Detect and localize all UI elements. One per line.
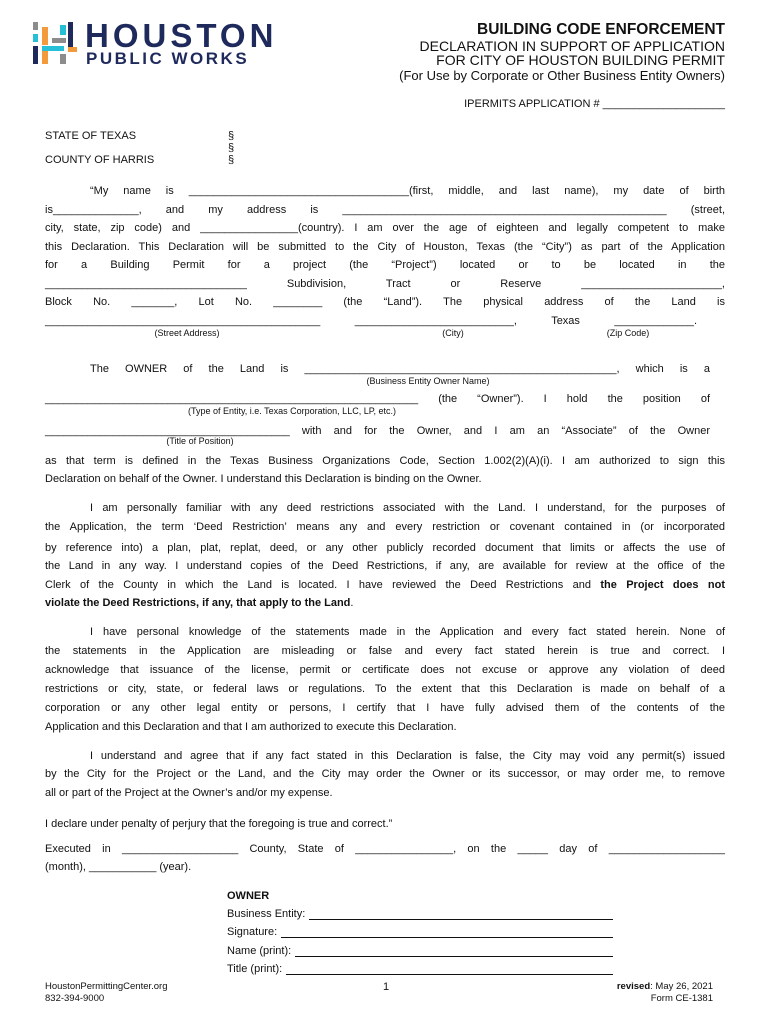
field-label-business-entity-owner-name: (Business Entity Owner Name) xyxy=(366,376,490,386)
body-text-line xyxy=(45,520,725,534)
text-segment: ________________________________________ with and for the Owner, and I am an “Associate” of the Owner xyxy=(45,425,710,437)
state-of-texas: STATE OF TEXAS xyxy=(45,130,137,142)
body-text-line xyxy=(45,277,725,291)
text-segment: Declaration on behalf of the Owner. I understand this Declaration is binding on the Owner. xyxy=(45,473,482,485)
text-segment: _____________________________________________ __________________________, Texas _____________. xyxy=(45,315,697,327)
text-segment: the Land in any way. I understand copies of the Deed Restrictions, if any, are available for review at the office of the xyxy=(45,560,725,572)
text-segment: Block No. _______, Lot No. ________ (the “Land”). The physical address of the Land is xyxy=(45,296,725,308)
text-segment: Application and this Declaration and that I am authorized to execute this Declaration. xyxy=(45,721,457,733)
text-segment: corporation or any other legal entity or persons, I certify that I have fully advised them of the contents of the xyxy=(45,702,725,714)
body-text-line xyxy=(45,221,725,235)
text-segment: the statements in the Application are misleading or false and every fact stated herein is true and correct. I xyxy=(45,645,725,657)
field-label-street-address: (Street Address) xyxy=(154,328,220,338)
revised-date: : May 26, 2021 xyxy=(650,981,713,992)
body-text-line xyxy=(45,314,697,328)
section-mark: § xyxy=(228,142,235,154)
body-text-line xyxy=(90,625,725,639)
body-text-line xyxy=(45,559,725,573)
footer-website: HoustonPermittingCenter.org xyxy=(45,981,168,992)
page-number: 1 xyxy=(383,981,390,993)
field-label: Title (print): xyxy=(227,963,283,975)
body-text-line xyxy=(45,295,725,309)
bold-text: violate the Deed Restrictions, if any, that apply to the Land xyxy=(45,597,351,609)
text-segment: _________________________________ Subdivision, Tract or Reserve _______________________, xyxy=(45,278,725,290)
text-segment: city, state, zip code) and ________________(country). I am over the age of eighteen and legally competent to make xyxy=(45,222,725,234)
signature-field[interactable] xyxy=(227,926,613,938)
title-print-field[interactable] xyxy=(227,963,613,975)
revised-label: revised xyxy=(616,981,651,992)
signature-line[interactable] xyxy=(295,945,613,957)
text-segment: acknowledge that issuance of the license, permit or certificate does not excuse or approve any violation of deed xyxy=(45,664,725,676)
section-mark: § xyxy=(228,154,235,166)
field-label: Name (print): xyxy=(227,945,292,957)
body-text-line xyxy=(45,454,725,468)
body-text-line xyxy=(45,240,725,254)
body-text-line xyxy=(45,786,725,800)
text-segment: (month), ___________ (year). xyxy=(45,861,192,873)
text-segment: I am personally familiar with any deed restrictions associated with the Land. I understand, for the purposes of xyxy=(90,502,725,514)
document-subtitle-note: (For Use by Corporate or Other Business Entity Owners) xyxy=(399,68,725,83)
text-segment: for a Building Permit for a project (the “Project”) located or to be located in the xyxy=(45,259,725,271)
body-text-line xyxy=(90,184,725,198)
text-segment: Executed in ___________________ County, State of ________________, on the _____ day of ___________________ xyxy=(45,843,725,855)
body-text-line xyxy=(45,842,725,856)
body-text-line xyxy=(45,578,725,592)
owner-heading: OWNER xyxy=(227,890,270,902)
text-segment: I declare under penalty of perjury that the foregoing is true and correct.” xyxy=(45,818,393,830)
body-text-line xyxy=(45,472,725,486)
signature-line[interactable] xyxy=(281,926,613,938)
text-segment: . xyxy=(350,597,354,609)
field-label-city: (City) xyxy=(442,328,464,338)
body-text-line xyxy=(90,749,725,763)
text-segment: all or part of the Project at the Owner’s and/or my expense. xyxy=(45,787,333,799)
document-subtitle: DECLARATION IN SUPPORT OF APPLICATION xyxy=(419,38,725,54)
field-label-zip-code: (Zip Code) xyxy=(606,328,650,338)
text-segment: is______________, and my address is _____________________________________________________ (street, xyxy=(45,204,725,216)
body-text-line xyxy=(45,541,725,555)
logo-h-mark-icon xyxy=(33,22,77,66)
field-label: Business Entity: xyxy=(227,908,306,920)
footer-revised xyxy=(617,981,713,993)
text-segment: restrictions or city, state, or federal laws or regulations. To the extent that this Declaration is made on behalf of a xyxy=(45,683,725,695)
body-text-line xyxy=(45,701,725,715)
body-text-line xyxy=(45,203,725,217)
body-text-line xyxy=(45,767,725,781)
body-text-line xyxy=(45,720,725,734)
text-segment: _____________________________________________________________ (the “Owner”). I hold the position of xyxy=(45,393,710,405)
text-segment: by reference into) a plan, plat, replat, deed, or any other publicly recorded document that limits or affects the use of xyxy=(45,542,725,554)
body-text-line xyxy=(45,860,725,874)
body-text-line xyxy=(45,663,725,677)
body-text-line xyxy=(45,424,710,438)
ipermits-application-number: IPERMITS APPLICATION # ____________________ xyxy=(464,98,725,110)
bold-text: the Project does not xyxy=(600,579,725,591)
text-segment: I understand and agree that if any fact stated in this Declaration is false, the City may void any permit(s) issued xyxy=(90,750,725,762)
text-segment: I have personal knowledge of the statements made in the Application and every fact stated herein. None of xyxy=(90,626,725,638)
form-number: Form CE-1381 xyxy=(650,993,713,1004)
signature-line[interactable] xyxy=(309,908,613,920)
text-segment: this Declaration. This Declaration will be submitted to the City of Houston, Texas (the “City”) as part of the Application xyxy=(45,241,725,253)
signature-line[interactable] xyxy=(286,963,613,975)
body-text-line xyxy=(45,644,725,658)
body-text-line xyxy=(90,362,710,376)
field-label-title-of-position: (Title of Position) xyxy=(166,436,234,446)
houston-public-works-logo xyxy=(33,17,293,68)
text-segment: the Application, the term ‘Deed Restriction’ means any and every restriction or covenant contained in (or incorporated xyxy=(45,521,725,533)
text-segment: Clerk of the County in which the Land is located. I have reviewed the Deed Restrictions and xyxy=(45,579,601,591)
text-segment: by the City for the Project or the Land, and the City may order the Owner or its successor, or may order me, to remove xyxy=(45,768,725,780)
section-mark: § xyxy=(228,130,235,142)
field-label-type-of-entity: (Type of Entity, i.e. Texas Corporation, LLC, LP, etc.) xyxy=(187,406,397,416)
text-segment: The OWNER of the Land is ___________________________________________________, which is a xyxy=(90,363,710,375)
text-segment: “My name is ____________________________________(first, middle, and last name), my date of birth xyxy=(90,185,725,197)
body-text-line xyxy=(45,258,725,272)
logo-text-public-works: PUBLIC WORKS xyxy=(86,49,250,68)
body-text-line xyxy=(45,596,725,610)
body-text-line xyxy=(45,682,725,696)
body-text-line xyxy=(45,817,725,831)
logo-text-houston: HOUSTON xyxy=(85,17,278,54)
document-subtitle: FOR CITY OF HOUSTON BUILDING PERMIT xyxy=(436,52,725,68)
text-segment: as that term is defined in the Texas Business Organizations Code, Section 1.002(2)(A)(i). I am authorized to sign this xyxy=(45,455,725,467)
field-label: Signature: xyxy=(227,926,278,938)
body-text-line xyxy=(45,392,710,406)
body-text-line xyxy=(90,501,725,515)
county-of-harris: COUNTY OF HARRIS xyxy=(45,154,155,166)
footer-phone: 832-394-9000 xyxy=(45,993,105,1004)
business-entity-field[interactable] xyxy=(227,908,613,920)
name-print-field[interactable] xyxy=(227,945,613,957)
document-title: BUILDING CODE ENFORCEMENT xyxy=(477,21,725,38)
